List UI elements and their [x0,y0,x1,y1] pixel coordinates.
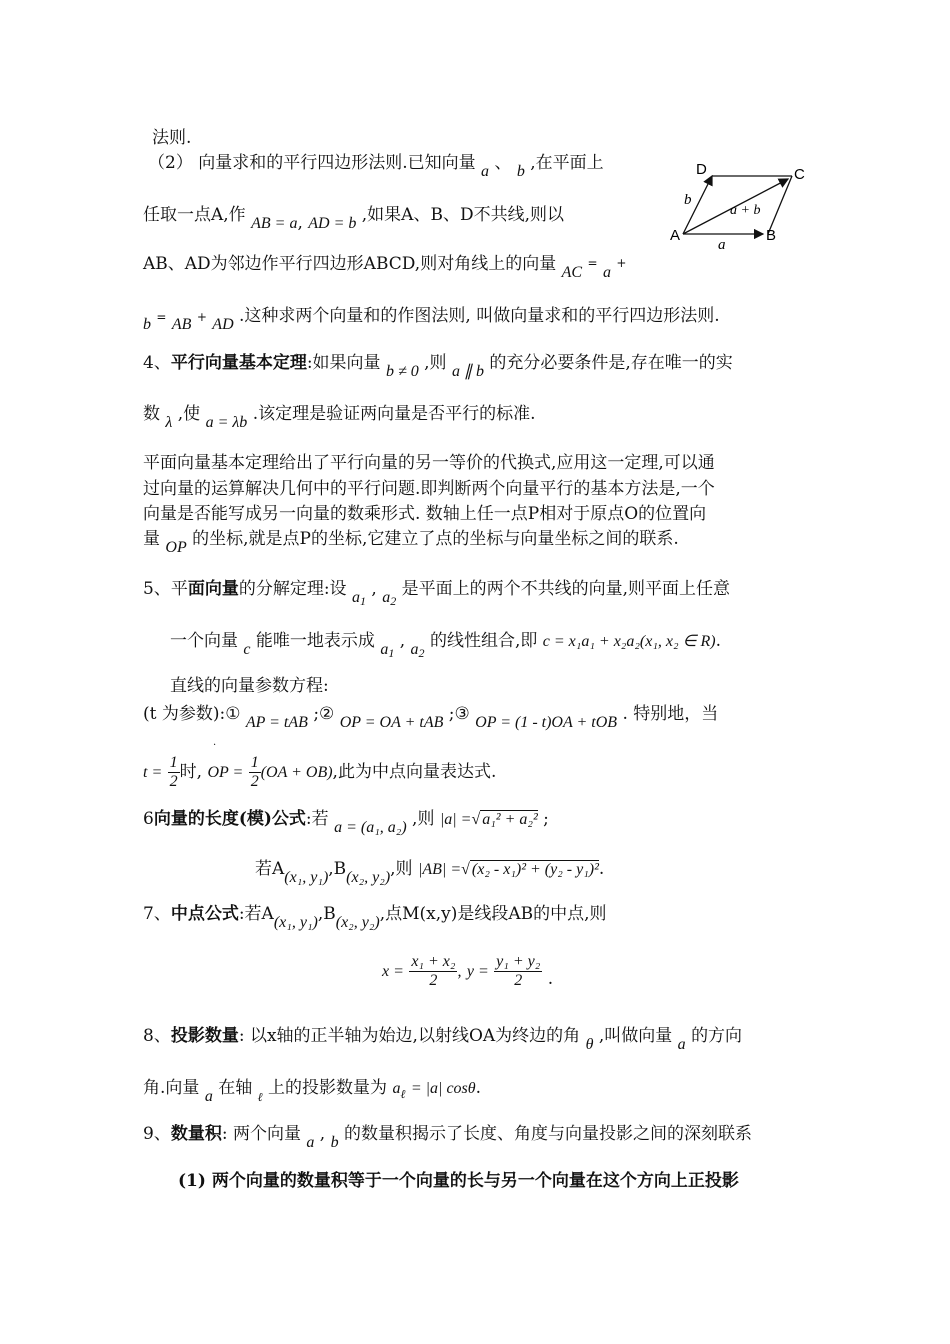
label-c: C [794,166,805,183]
section-7-line-1: 7、中点公式:若A(x₁, y₁),B(x₂, y₂),点M(x,y)是线段AB的中点,则 [143,904,607,931]
section-8-title: 投影数量 [170,1026,239,1046]
section-6-line-2: 若A(x₁, y₁),B(x₂, y₂),则 |AB| =√ (x₂ - x₁)² + (y₂ - y₁)². [255,859,605,886]
line-equation-row-2: t = $\frac{1}{2}$ 时, OP = $\frac{1}{2}$ (OA + OB),此为中点向量表达式. [143,754,497,790]
parallelogram-diagram [668,152,818,252]
section-8-line-2: 角.向量 a 在轴 $_\ell$ 上的投影数量为 $a_\ell = |a|$ cosθ. [143,1078,482,1105]
section-7-title: 中点公式 [170,904,239,924]
label-a: A [670,227,681,244]
paragraph-line-2: 过向量的运算解决几何中的平行问题.即判断两个向量平行的基本方法是,一个 [143,479,715,499]
section-9-title: 数量积 [170,1124,222,1144]
midpoint-formula: x = $\frac{\text{x₁ + x₂}}{2}$ , y = $\frac{\text{y₁ + y₂}}{2}$ . [382,953,554,989]
continued-text: 法则. [152,128,192,148]
label-vector-sum: a + b [730,203,761,218]
label-vector-a: a [718,237,726,252]
section-5-title: 面向量 [187,579,239,599]
paragraph-line-4: 量 OP 的坐标,就是点P的坐标,它建立了点的坐标与向量坐标之间的联系. [143,529,679,556]
label-b: B [766,227,777,244]
fraction-one-half: $\frac{1}{2}$ [169,754,178,790]
section-8-line-1: 8、投影数量: 以x轴的正半轴为始边,以射线OA为终边的角 θ ,叫做向量 a 的方向 [143,1026,743,1053]
fraction-x-midpoint: $\frac{\text{x₁ + x₂}}{2}$ [411,953,456,989]
parallelogram-rule-line-3: AB、AD为邻边作平行四边形ABCD,则对角线上的向量 AC = a + [143,254,627,281]
section-4-title: 平行向量基本定理 [170,353,307,373]
label-d: D [696,161,707,178]
section-4-line-1: 4、平行向量基本定理:如果向量 b ≠ 0 ,则 a ∥ b 的充分必要条件是,存在唯一的实 [143,353,733,380]
section-9-line-1: 9、数量积: 两个向量 a , b 的数量积揭示了长度、角度与向量投影之间的深刻联系 [143,1124,752,1151]
section-4-line-2: 数 λ ,使 a = λb .该定理是验证两向量是否平行的标准. [143,404,536,431]
parallelogram-rule-line-1: （2） 向量求和的平行四边形法则.已知向量 a 、 b ,在平面上 [148,153,604,180]
paragraph-line-3: 向量是否能写成另一向量的数乘形式. 数轴上任一点P相对于原点O的位置向 [143,504,707,524]
section-9-line-2: (1) 两个向量的数量积等于一个向量的长与另一个向量在这个方向上正投影 [178,1171,739,1191]
section-5-line-1: 5、平面向量的分解定理:设 $a_1$ , $a_2$ 是平面上的两个不共线的向量,则平面上任意 [143,579,730,608]
fraction-y-midpoint: $\frac{\text{y₁ + y₂}}{2}$ [496,953,541,989]
parallelogram-rule-line-2: 任取一点A,作 AB = a, AD = b ,如果A、B、D不共线,则以 [143,205,564,233]
section-6-line-1: 6向量的长度(模)公式:若 a = (a₁, a₂) ,则 |a| =√ a₁² + a₂² ; [143,809,549,836]
fraction-one-half-2: $\frac{1}{2}$ [250,754,259,790]
paragraph-line-1: 平面向量基本定理给出了平行向量的另一等价的代换式,应用这一定理,可以通 [143,453,715,473]
line-equation-row-1: (t 为参数):① AP = tAB ;② OP = OA + tAB ;③ OP = (1 - t)OA + tOB . 特别地，当 [143,704,719,731]
side-bc [768,176,792,234]
label-vector-b: b [684,192,692,208]
stray-dot: . [213,737,217,748]
section-6-title: 向量的长度(模)公式 [153,809,306,829]
line-equation-title: 直线的向量参数方程: [170,676,329,696]
section-5-line-2: 一个向量 c 能唯一地表示成 $a_1$ , $a_2$ 的线性组合,即 c = x₁a₁ + x₂a₂(x₁, x₂ ∈ R). [170,631,722,660]
parallelogram-rule-line-4: b = AB + AD .这种求两个向量和的作图法则, 叫做向量求和的平行四边形法则. [143,306,720,333]
